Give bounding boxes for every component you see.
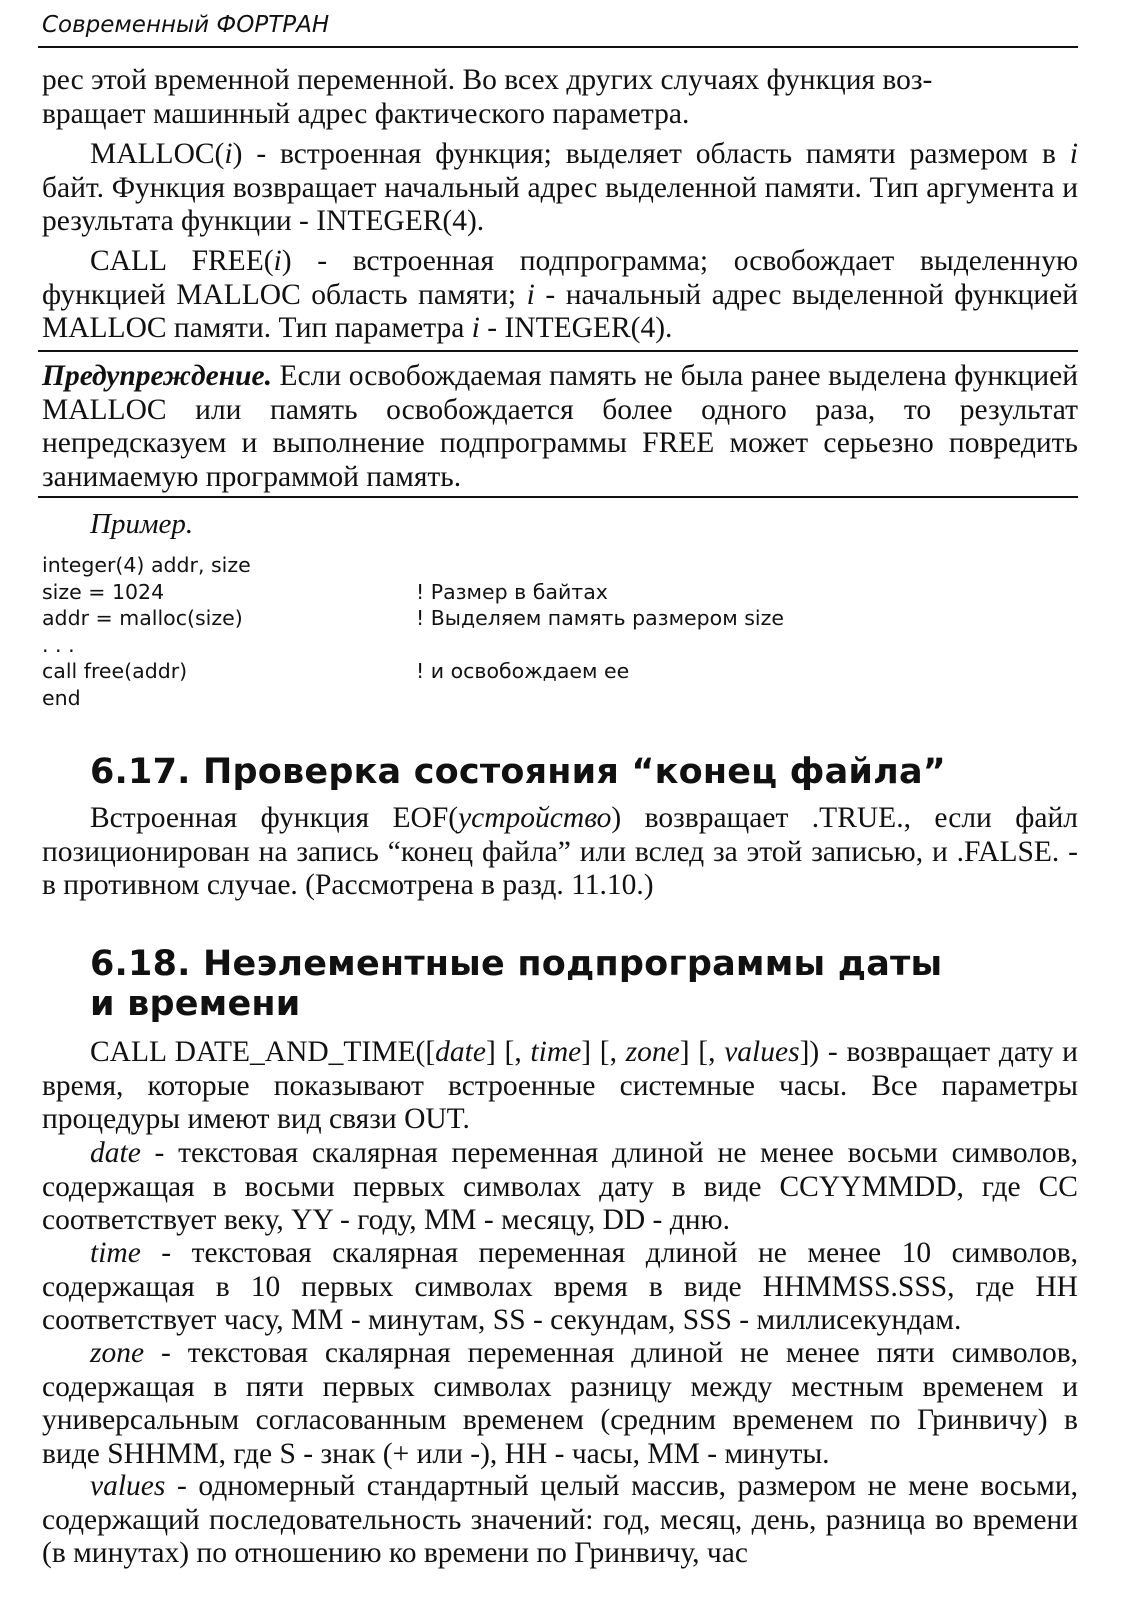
eof-arg: устройство [458,802,612,834]
section-6-18-heading-line-2: и времени [90,984,301,1024]
code-line [42,579,1042,606]
zone-desc: - текстовая скалярная переменная длиной не менее пяти символов, содержащая в пяти первых символах разницу между местным временем и универсальным согласованным временем (средним временем по Гринвичу) в виде SHHMM, где S - знак (+ или -), HH - часы, MM - минуты. [42,1337,1078,1470]
values-description [42,1470,1078,1571]
call-arg-zone: zone [625,1036,680,1068]
time-description [42,1237,1078,1338]
malloc-arg: i [224,138,233,170]
date-desc: - текстовая скалярная переменная длиной не менее восьми символов, содержащая в восьми первых символах дату в виде CCYYMMDD, где CC соответствует веку, YY - году, MM - месяцу, DD - дню. [42,1137,1078,1236]
call-arg-time: time [530,1036,582,1068]
call-sep-3: ] [, [679,1036,725,1068]
free-arg: i [273,245,282,277]
date-term: date [90,1137,141,1169]
code-line [42,552,1042,579]
warning-label: Предупреждение. [42,360,272,392]
time-term: time [90,1237,141,1269]
intro-paragraph [42,64,1078,131]
zone-term: zone [90,1337,145,1369]
values-term: values [90,1470,166,1502]
free-prefix: CALL FREE( [90,245,274,277]
running-head: Современный ФОРТРАН [42,12,330,38]
malloc-paragraph [42,138,1078,239]
code-comment: ! Размер в байтах [416,579,608,604]
warning-block [42,360,1078,494]
code-statement: end [42,685,81,710]
values-desc: - одномерный стандартный целый массив, размером не мене восьми, содержащий последовательность значений: год, месяц, день, разница во времени (в минутах) по отношению ко времени по Гринвичу, час [42,1470,1078,1569]
example-label: Пример. [90,508,194,540]
section-6-18-heading [90,944,942,1024]
free-text-3: - INTEGER(4). [479,312,673,344]
code-line [42,658,1042,685]
malloc-text-2: байт. Функция возвращает начальный адрес выделенной памяти. Тип аргумента и результата функции - INTEGER(4). [42,171,1078,237]
date-description [42,1137,1078,1238]
malloc-arg-2: i [1069,138,1078,170]
section-6-18-heading-line-1: 6.18. Нeэлементные подпрограммы даты [90,944,943,984]
date-and-time-call-paragraph [42,1036,1078,1137]
warning-bottom-rule [38,496,1078,498]
free-text-1: ) - встроенная подпрограмма; освобождает выделенную функцией MALLOC область памяти; [42,245,1078,311]
intro-line-1: рес этой временной переменной. Во всех других случаях функция воз- [42,64,933,96]
free-paragraph [42,245,1078,346]
code-listing [42,552,1042,711]
eof-text-pre: Встроенная функция EOF( [90,802,459,834]
call-text-pre: CALL DATE_AND_TIME([ [90,1036,436,1068]
code-line [42,605,1042,632]
header-rule [38,46,1078,48]
code-comment: ! Выделяем память размером size [416,606,784,630]
code-statement: call free(addr) [42,659,188,683]
call-sep-2: ] [, [581,1036,626,1068]
malloc-text-1: ) - встроенная функция; выделяет область памяти размером в [232,138,1070,170]
warning-top-rule [38,350,1078,352]
code-line [42,685,1042,712]
free-text-2: - начальный адрес выделенной функцией MALLOC памяти. Тип параметра [42,278,1079,344]
code-statement: addr = malloc(size) [42,606,243,630]
call-sep-1: ] [, [485,1036,531,1068]
time-desc: - текстовая скалярная переменная длиной не менее 10 символов, содержащая в 10 первых символах время в виде HHMMSS.SSS, где HH соответствует часу, MM - минутам, SS - секундам, SSS - миллисекундам. [42,1237,1078,1336]
call-arg-date: date [435,1036,486,1068]
code-statement: integer(4) addr, size [42,553,251,577]
free-arg-3: i [471,312,480,344]
warning-text: Если освобождаемая память не была ранее выделена функцией MALLOC или память освобождается более одного раза, то результат непредсказуем и выполнение подпрограммы FREE может серьезно повредить занимаемую программой память. [42,360,1078,493]
eof-text-post: ) возвращает .TRUE., если файл позиционирован на запись “конец файла” или вслед за этой записью, и .FALSE. - в противном случае. (Рассмотрена в разд. 11.10.) [42,802,1078,901]
zone-description [42,1337,1078,1471]
malloc-prefix: MALLOC( [90,138,225,170]
free-arg-2: i [526,278,535,311]
code-line [42,632,1042,659]
code-statement: size = 1024 [42,579,165,604]
call-arg-values: values [724,1036,800,1068]
call-text-post: ]) - возвращает дату и время, которые показывают встроенные системные часы. Все параметры процедуры имеют вид связи OUT. [42,1036,1078,1135]
section-6-17-heading: 6.17. Проверка состояния “конец файла” [90,752,947,792]
code-statement: . . . [42,632,75,657]
intro-line-2: вращает машинный адрес фактического параметра. [42,97,690,130]
section-6-17-text [42,802,1078,903]
code-comment: ! и освобождаем ее [416,659,630,683]
